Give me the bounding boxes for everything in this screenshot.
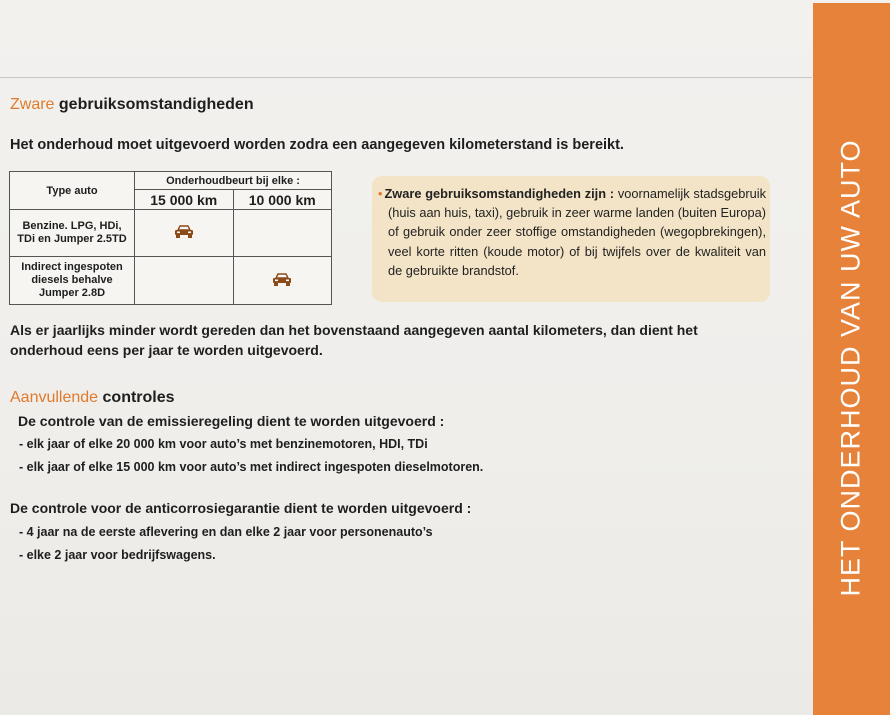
- row-cell-km-2: [233, 210, 332, 257]
- table-row: [10, 257, 332, 305]
- heavy-use-note-box: [372, 176, 770, 302]
- table-row: [10, 210, 332, 257]
- intro-text: Het onderhoud moet uitgevoerd worden zodra een aangegeven kilometerstand is bereikt.: [10, 137, 624, 153]
- corrosion-check-list: [19, 521, 433, 567]
- top-divider: [0, 77, 812, 78]
- row-cell-km-1: [135, 257, 234, 305]
- list-item: - elke 2 jaar voor bedrijfswagens.: [19, 548, 216, 562]
- row-cell-km-2: [233, 257, 332, 305]
- row-label-line: diesels behalve: [31, 274, 113, 286]
- column-header-km-1: 15 000 km: [135, 190, 234, 210]
- emission-check-list: [19, 433, 483, 479]
- row-label-line: TDi en Jumper 2.5TD: [17, 233, 127, 245]
- heading-rest: controles: [98, 389, 175, 406]
- heading-rest: gebruiksomstandigheden: [54, 96, 254, 113]
- service-interval-table: [9, 171, 332, 305]
- column-header-type: Type auto: [10, 172, 135, 210]
- corrosion-check-heading: De controle voor de anticorrosiegarantie dient te worden uitgevoerd :: [10, 500, 472, 516]
- chapter-side-tab: [813, 3, 890, 715]
- list-item: - elk jaar of elke 15 000 km voor auto’s met indirect ingespoten dieselmotoren.: [19, 460, 484, 474]
- row-type-label: [10, 210, 135, 257]
- bullet-icon: •: [378, 186, 383, 201]
- section-heading-heavy-use: [10, 96, 254, 114]
- chapter-title: HET ONDERHOUD VAN UW AUTO: [835, 139, 866, 597]
- car-icon: [272, 273, 292, 286]
- list-item: - 4 jaar na de eerste aflevering en dan elke 2 jaar voor personenauto’s: [19, 525, 433, 539]
- heading-accent: Aanvullende: [10, 389, 99, 406]
- note-bold-lead: Zware gebruiksomstandigheden zijn :: [384, 186, 615, 201]
- list-item: - elk jaar of elke 20 000 km voor auto’s met benzinemotoren, HDI, TDi: [19, 437, 428, 451]
- column-header-interval: Onderhoudbeurt bij elke :: [135, 172, 332, 190]
- section-heading-extra-checks: [10, 389, 175, 407]
- car-icon: [174, 225, 194, 238]
- row-label-line: Jumper 2.8D: [38, 287, 106, 299]
- row-label-line: Indirect ingespoten: [21, 261, 123, 273]
- emission-check-heading: De controle van de emissieregeling dient te worden uitgevoerd :: [18, 413, 445, 429]
- yearly-service-paragraph: Als er jaarlijks minder wordt gereden dan het bovenstaand aangegeven aantal kilometers, dan dient het onderhoud eens per jaar te worden uitgevoerd.: [10, 322, 698, 358]
- row-label-line: Benzine. LPG, HDi,: [22, 220, 122, 232]
- heading-accent: Zware: [10, 96, 55, 113]
- note-text: voornamelijk stadsgebruik (huis aan huis, taxi), gebruik in zeer warme landen (buiten Europa) of gebruik onder zeer stoffige omstandigheden (wegopbrekingen), veel korte ritten (koude motor) of bij twijfels over de kwaliteit van de gebruikte brandstof.: [388, 186, 766, 278]
- column-header-km-2: 10 000 km: [233, 190, 332, 210]
- row-cell-km-1: [135, 210, 234, 257]
- row-type-label: [10, 257, 135, 305]
